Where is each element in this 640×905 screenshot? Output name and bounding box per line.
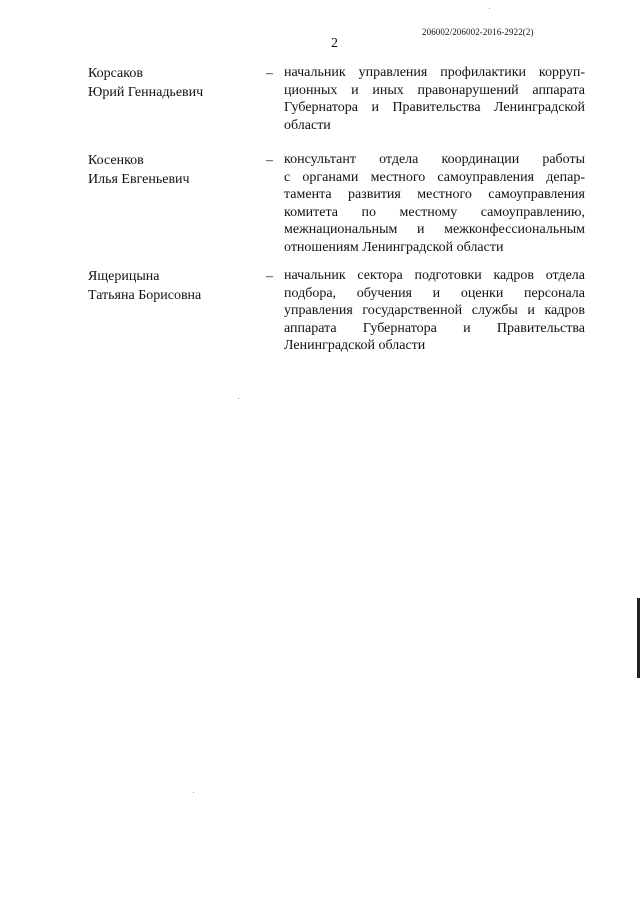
scan-speck [489, 8, 490, 9]
position-line: области [284, 117, 331, 133]
scan-speck [193, 792, 194, 793]
position-line: отношениям Ленинградской области [284, 239, 504, 255]
page-number: 2 [331, 36, 338, 51]
position-description [284, 267, 585, 355]
person-given-names: Юрий Геннадьевич [88, 85, 204, 100]
person-given-names: Илья Евгеньевич [88, 172, 190, 187]
position-line: комитета по местному самоуправлению, [284, 204, 585, 220]
position-line: ционных и иных правонарушений аппарата [284, 82, 585, 98]
position-line: подбора, обучения и оценки персонала [284, 285, 585, 301]
position-line: управления государственной службы и кадров [284, 303, 585, 318]
person-name [88, 267, 258, 305]
position-line: с органами местного самоуправления депар- [284, 169, 585, 185]
person-name [88, 151, 258, 189]
position-line: консультант отдела координации работы [284, 152, 585, 167]
person-surname: Ящерицына [88, 269, 160, 284]
position-line: начальник управления профилактики корруп- [284, 65, 585, 80]
person-surname: Косенков [88, 153, 144, 168]
position-line: аппарата Губернатора и Правительства [284, 320, 585, 336]
person-surname: Корсаков [88, 66, 143, 81]
position-line: межнациональным и межконфессиональным [284, 222, 585, 237]
position-line: тамента развития местного самоуправления [284, 187, 585, 202]
dash-separator: – [266, 153, 273, 168]
position-line: Ленинградской области [284, 338, 426, 353]
document-code: 206002/206002-2016-2922(2) [422, 27, 534, 37]
position-line: Губернатора и Правительства Ленинградской [284, 100, 585, 115]
person-given-names: Татьяна Борисовна [88, 288, 202, 303]
position-description [284, 151, 585, 256]
dash-separator: – [266, 269, 273, 284]
scan-speck [238, 398, 239, 399]
position-line: начальник сектора подготовки кадров отдела [284, 268, 585, 283]
person-name [88, 64, 258, 102]
dash-separator: – [266, 66, 273, 81]
position-description [284, 64, 585, 134]
